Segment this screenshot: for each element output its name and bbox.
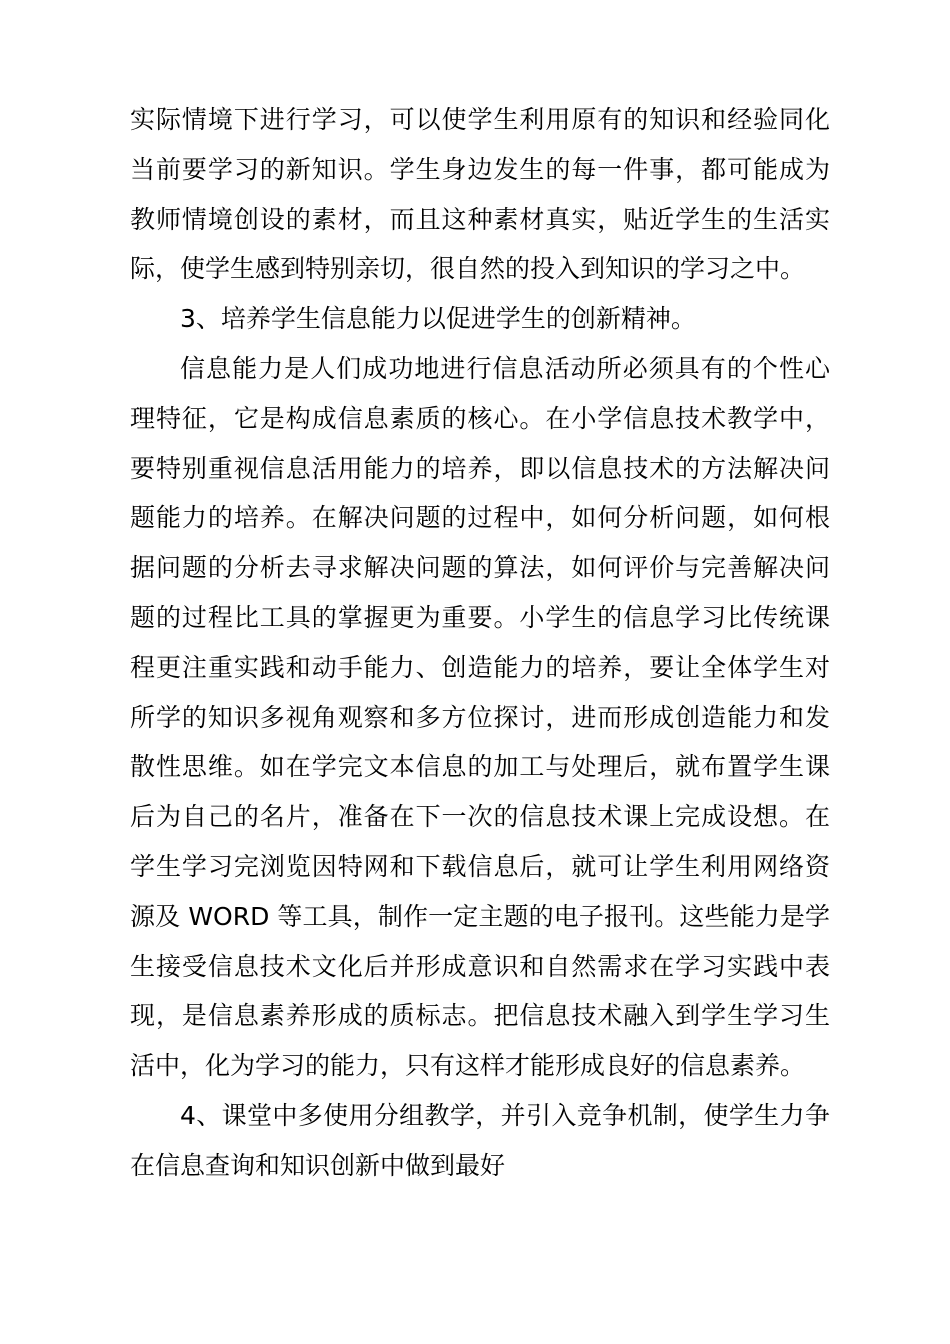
- text-line: 散性思维。如在学完文本信息的加工与处理后，就布置学生课: [130, 752, 830, 782]
- text-line: 理特征，它是构成信息素质的核心。在小学信息技术教学中，: [130, 403, 830, 433]
- text-line: 题的过程比工具的掌握更为重要。小学生的信息学习比传统课: [130, 602, 830, 632]
- text-line: 要特别重视信息活用能力的培养，即以信息技术的方法解决问: [130, 453, 830, 483]
- text-line: 3、培养学生信息能力以促进学生的创新精神。: [180, 304, 696, 334]
- text-line: 据问题的分析去寻求解决问题的算法，如何评价与完善解决问: [130, 553, 830, 583]
- text-line: 后为自己的名片，准备在下一次的信息技术课上完成设想。在: [130, 802, 830, 832]
- text-line: 学生学习完浏览因特网和下载信息后，就可让学生利用网络资: [130, 851, 830, 881]
- text-line: 所学的知识多视角观察和多方位探讨，进而形成创造能力和发: [130, 702, 830, 732]
- document-body: [130, 95, 830, 1191]
- text-line: 在信息查询和知识创新中做到最好: [130, 1150, 506, 1180]
- text-line: 际，使学生感到特别亲切，很自然的投入到知识的学习之中。: [130, 254, 806, 284]
- text-line: 信息能力是人们成功地进行信息活动所必须具有的个性心: [180, 353, 830, 383]
- text-line: 现，是信息素养形成的质标志。把信息技术融入到学生学习生: [130, 1001, 830, 1031]
- paragraph-context: [130, 95, 830, 294]
- text-line: 源及 WORD 等工具，制作一定主题的电子报刊。这些能力是学: [130, 901, 830, 931]
- paragraph-heading-3: [130, 294, 830, 344]
- text-line: 生接受信息技术文化后并形成意识和自然需求在学习实践中表: [130, 951, 830, 981]
- text-line: 4、课堂中多使用分组教学，并引入竞争机制，使学生力争: [180, 1100, 830, 1130]
- text-line: 当前要学习的新知识。学生身边发生的每一件事，都可能成为: [130, 154, 830, 184]
- text-line: 实际情境下进行学习，可以使学生利用原有的知识和经验同化: [130, 105, 830, 134]
- text-line: 程更注重实践和动手能力、创造能力的培养，要让全体学生对: [130, 652, 830, 682]
- text-line: 教师情境创设的素材，而且这种素材真实，贴近学生的生活实: [130, 204, 830, 234]
- paragraph-heading-4: [130, 1091, 830, 1191]
- text-line: 活中，化为学习的能力，只有这样才能形成良好的信息素养。: [130, 1051, 806, 1081]
- paragraph-info-ability: [130, 344, 830, 1091]
- text-line: 题能力的培养。在解决问题的过程中，如何分析问题，如何根: [130, 503, 830, 533]
